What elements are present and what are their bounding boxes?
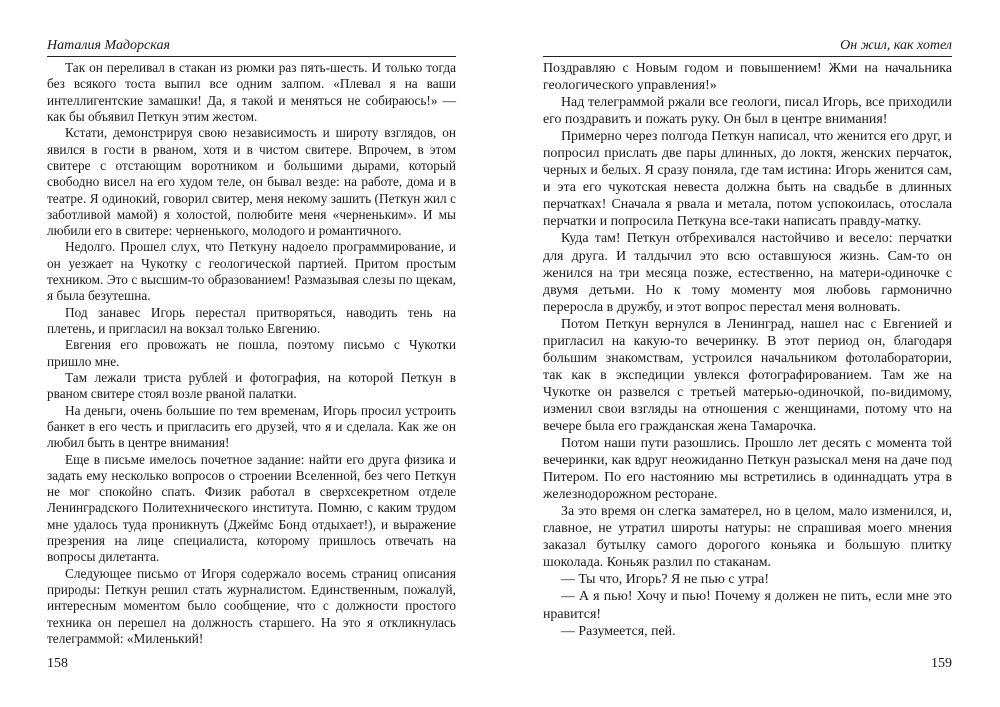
paragraph: — Ты что, Игорь? Я не пью с утра! <box>561 572 769 588</box>
paragraph: Там лежали триста рублей и фотография, на которой Петкун в рваном свитере стоял возле рваной палатки. <box>47 369 456 402</box>
paragraph: Куда там! Петкун отбрехивался настойчиво и весело: перчатки для друга. И талдычил это всю оставшуюся жизнь. Сам-то он женился на три месяца позже, естественно, на матери-одиночке с двумя детьми. Но к тому моменту моя любовь гармонично переросла в дружбу, и этот вопрос перестал меня волновать. <box>543 231 952 315</box>
paragraph: Так он переливал в стакан из рюмки раз пять-шесть. И только тогда без всякого тоста выпил все одним залпом. «Плевал я на ваши интеллигентские замашки! Да, я такой и меняться не собираюсь!» — как бы объявил Петкун этим жестом. <box>47 60 456 124</box>
page-body <box>543 60 952 640</box>
paragraph: На деньги, очень большие по тем временам, Игорь просил устроить банкет в его честь и пригласить его друзей, что я и сделала. Как же он любил быть в центре внимания! <box>47 402 456 451</box>
paragraph: За это время он слегка заматерел, но в целом, мало изменился, и, главное, не утратил широты натуры: не спрашивая моего мнения заказал бутылку самого дорогого коньяка и большую плитку шоколада. Коньяк разлил по стаканам. <box>543 504 952 571</box>
right-page <box>500 0 1000 707</box>
paragraph: Поздравляю с Новым годом и повышением! Жми на начальника геологического управления!» <box>543 61 952 94</box>
paragraph: Недолго. Прошел слух, что Петкуну надоело программирование, и он уезжает на Чукотку с геологической партией. Притом простым техником. Это с высшим-то образованием! Размазывая слезы по щекам, я была безутешна. <box>47 239 456 304</box>
page-number: 158 <box>47 656 68 671</box>
paragraph: Потом наши пути разошлись. Прошло лет десять с момента той вечеринки, как вдруг неожиданно Петкун разыскал меня на даче под Питером. По его настоянию мы встретились в одиннадцать утра в железнодорожном ресторане. <box>543 436 952 503</box>
paragraph: Над телеграммой ржали все геологи, писал Игорь, все приходили его поздравить и пожать руку. Он был в центре внимания! <box>543 95 952 128</box>
paragraph: Следующее письмо от Игоря содержало восемь страниц описания природы: Петкун решил стать журналистом. Единственным, пожалуй, интересным моментом было сообщение, что с должности простого техника он перешел на должность старшего. На это я откликнулась телеграммой: «Миленький! <box>47 565 456 646</box>
paragraph: — А я пью! Хочу и пью! Почему я должен не пить, если мне это нравится! <box>543 589 952 622</box>
paragraph: — Разумеется, пей. <box>561 623 676 639</box>
paragraph: Под занавес Игорь перестал притворяться, наводить тень на плетень, и пригласил на вокзал только Евгению. <box>47 304 456 336</box>
header-rule <box>543 56 952 57</box>
header-rule <box>47 56 456 57</box>
page-body <box>47 60 456 647</box>
paragraph: Примерно через полгода Петкун написал, что женится его друг, и попросил прислать две пары длинных, до локтя, женских перчаток, черных и белых. Я сразу поняла, где там истина: Игорь женится сам, и эта его чукотская невеста должна быть на свадьбе в длинных перчатках! Сначала я рвала и метала, потом успокоилась, отослала перчатки и попросила Петкуна все-таки написать правду-матку. <box>543 129 952 230</box>
paragraph: Евгения его провожать не пошла, поэтому письмо с Чукотки пришло мне. <box>47 337 456 369</box>
paragraph: Кстати, демонстрируя свою независимость и широту взглядов, он явился в гости в рваном, хотя и в чистом свитере. Впрочем, в этом свитере с отстающим воротником и большими дырами, который свободно висел на его худом теле, он бывал везде: на работе, дома и в театре. Я одинокий, говорил свитер, меня некому зашить (Петкун жил с заботливой мамой) я холостой, полюбите меня «черненьким». И мы любили его в свитере: черненького, молодого и романтичного. <box>47 125 456 239</box>
running-header: Наталия Мадорская <box>47 38 170 53</box>
running-header: Он жил, как хотел <box>840 38 952 53</box>
page-number: 159 <box>931 656 952 671</box>
paragraph: Потом Петкун вернулся в Ленинград, нашел нас с Евгенией и пригласил на какую-то вечеринку. В этот период он, благодаря большим знакомствам, устроился начальником фотолаборатории, так как в экспедиции увлекся фотографированием. Там же на Чукотке он развелся с третьей матерью-одиночкой, по-видимому, изменил свои взгляды на отношения с женщинами, потому что на вечере была его гражданская жена Тамарочка. <box>543 316 952 434</box>
paragraph: Еще в письме имелось почетное задание: найти его друга физика и задать ему несколько вопросов о строении Вселенной, без чего Петкун не мог спокойно спать. Физик работал в сверхсекретном отделе Ленинградского Политехнического института. Помню, с каким трудом мне удалось туда проникнуть (Джеймс Бонд отдыхает!), и выражение презрения на лице специалиста, которому пришлось отвечать на вопросы дилетанта. <box>47 451 456 565</box>
